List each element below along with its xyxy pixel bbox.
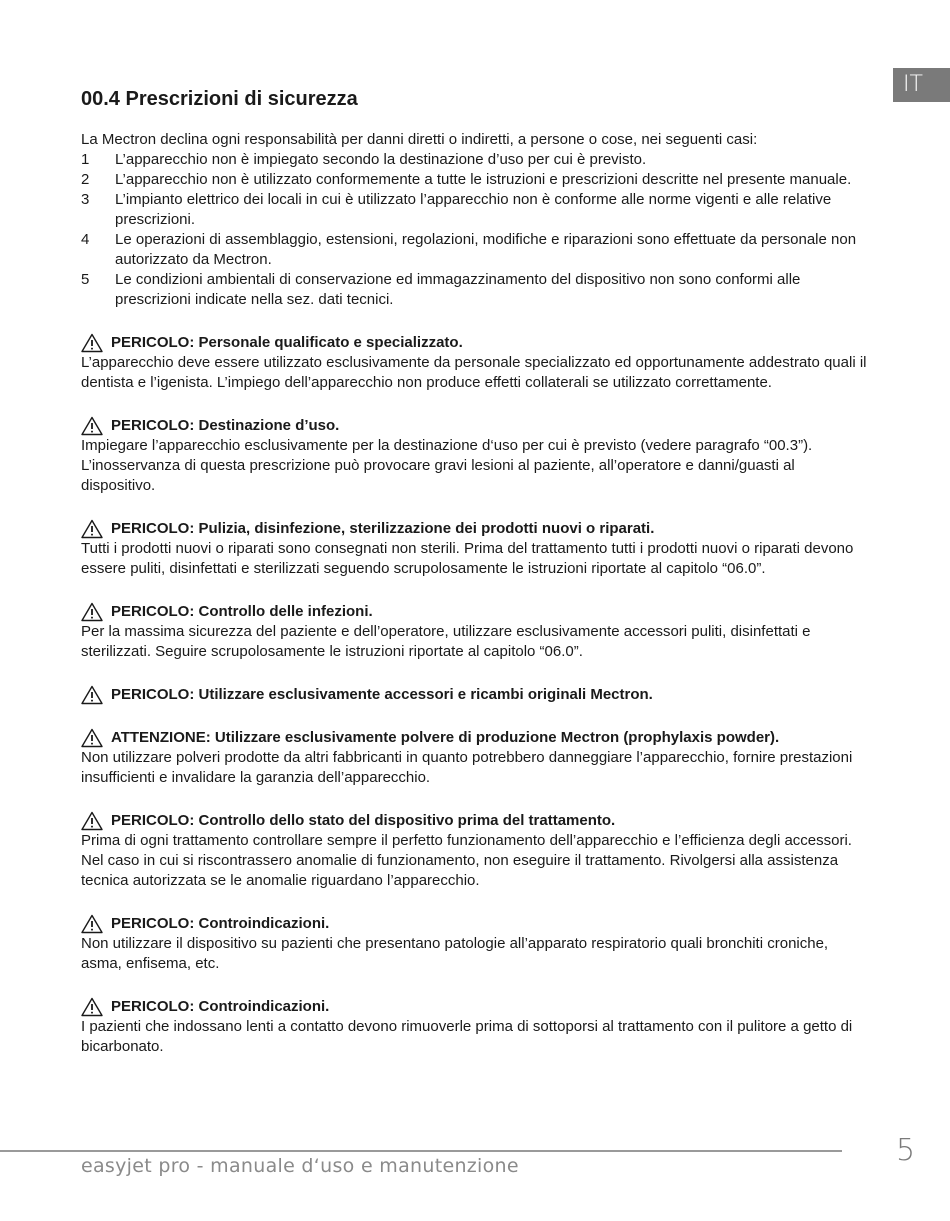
- cases-list: [81, 150, 871, 310]
- warning-triangle-icon: [81, 416, 103, 436]
- warning-title-row: [81, 997, 871, 1017]
- warning-block: [81, 416, 871, 496]
- warnings-list: [81, 333, 871, 1057]
- warning-title: PERICOLO: Controindicazioni.: [111, 915, 330, 932]
- warning-body: Tutti i prodotti nuovi o riparati sono consegnati non sterili. Prima del trattamento tutti i prodotti nuovi o riparati devono essere puliti, disinfettati e sterilizzati seguendo scrupolosamente le istruzioni riportate al capitolo “06.0”.: [81, 540, 854, 577]
- warning-body: Impiegare l’apparecchio esclusivamente per la destinazione d‘uso per cui è previsto (vedere paragrafo “00.3”). L’inosservanza di questa prescrizione può provocare gravi lesioni al paziente, all’operatore e danni/guasti al dispositivo.: [81, 437, 813, 494]
- case-item: [81, 230, 871, 270]
- warning-block: [81, 997, 871, 1057]
- case-text: L’apparecchio non è impiegato secondo la destinazione d’uso per cui è previsto.: [115, 151, 647, 168]
- warning-title: PERICOLO: Utilizzare esclusivamente accessori e ricambi originali Mectron.: [111, 686, 653, 703]
- footer-title: easyjet pro - manuale d‘uso e manutenzione: [81, 1155, 519, 1177]
- warning-triangle-icon: [81, 685, 103, 705]
- case-text: Le condizioni ambientali di conservazione ed immagazzinamento del dispositivo non sono conformi alle prescrizioni indicate nella sez. dati tecnici.: [115, 271, 801, 308]
- case-number: 2: [81, 171, 90, 188]
- warning-title-row: [81, 416, 871, 436]
- warning-body: Per la massima sicurezza del paziente e dell’operatore, utilizzare esclusivamente accessori puliti, disinfettati e sterilizzati. Seguire scrupolosamente le istruzioni riportate al capitolo “06.0”.: [81, 623, 811, 660]
- case-item: [81, 150, 871, 170]
- warning-title: PERICOLO: Controllo dello stato del dispositivo prima del trattamento.: [111, 812, 616, 829]
- warning-triangle-icon: [81, 519, 103, 539]
- warning-body: I pazienti che indossano lenti a contatto devono rimuoverle prima di sottoporsi al trattamento con il pulitore a getto di bicarbonato.: [81, 1018, 853, 1055]
- case-number: 4: [81, 231, 90, 248]
- language-tab: IT: [893, 68, 950, 102]
- warning-triangle-icon: [81, 602, 103, 622]
- warning-title: ATTENZIONE: Utilizzare esclusivamente polvere di produzione Mectron (prophylaxis powder).: [111, 729, 780, 746]
- section-intro: La Mectron declina ogni responsabilità per danni diretti o indiretti, a persone o cose, nei seguenti casi:: [81, 131, 758, 148]
- warning-title: PERICOLO: Destinazione d’uso.: [111, 417, 340, 434]
- case-text: L’impianto elettrico dei locali in cui è utilizzato l’apparecchio non è conforme alle norme vigenti e alle relative prescrizioni.: [115, 191, 832, 228]
- case-number: 3: [81, 191, 90, 208]
- warning-triangle-icon: [81, 811, 103, 831]
- warning-title: PERICOLO: Controindicazioni.: [111, 998, 330, 1015]
- warning-title-row: [81, 914, 871, 934]
- warning-body: L’apparecchio deve essere utilizzato esclusivamente da personale specializzato ed opportunamente addestrato quali il dentista e l’igenista. L’impiego dell’apparecchio non produce effetti collaterali se utilizzato correttamente.: [81, 354, 867, 391]
- case-text: L’apparecchio non è utilizzato conformemente a tutte le istruzioni e prescrizioni descritte nel presente manuale.: [115, 171, 852, 188]
- warning-title-row: [81, 519, 871, 539]
- section-title: 00.4 Prescrizioni di sicurezza: [81, 88, 358, 110]
- warning-title-row: [81, 685, 871, 705]
- warning-title-row: [81, 811, 871, 831]
- warning-title-row: [81, 602, 871, 622]
- warning-block: [81, 602, 871, 662]
- warning-block: [81, 728, 871, 788]
- warning-title: PERICOLO: Personale qualificato e specializzato.: [111, 334, 463, 351]
- warning-title: PERICOLO: Pulizia, disinfezione, sterilizzazione dei prodotti nuovi o riparati.: [111, 520, 655, 537]
- case-item: [81, 190, 871, 230]
- warning-triangle-icon: [81, 997, 103, 1017]
- warning-body: Prima di ogni trattamento controllare sempre il perfetto funzionamento dell’apparecchio e l’efficienza degli accessori. Nel caso in cui si riscontrassero anomalie di funzionamento, non eseguire il trattamento. Rivolgersi alla assistenza tecnica autorizzata se le anomalie riguardano l’apparecchio.: [81, 832, 852, 889]
- case-number: 5: [81, 271, 90, 288]
- warning-block: [81, 333, 871, 393]
- warning-triangle-icon: [81, 333, 103, 353]
- case-number: 1: [81, 151, 90, 168]
- warning-block: [81, 519, 871, 579]
- footer-divider: [0, 1150, 842, 1152]
- case-item: [81, 270, 871, 310]
- warning-block: [81, 685, 871, 705]
- warning-triangle-icon: [81, 728, 103, 748]
- warning-title-row: [81, 333, 871, 353]
- warning-title: PERICOLO: Controllo delle infezioni.: [111, 603, 373, 620]
- warning-title-row: [81, 728, 871, 748]
- warning-block: [81, 914, 871, 974]
- warning-body: Non utilizzare polveri prodotte da altri fabbricanti in quanto potrebbero danneggiare l’apparecchio, fornire prestazioni insufficienti e invalidare la garanzia dell’apparecchio.: [81, 749, 853, 786]
- page-number: 5: [896, 1133, 916, 1168]
- warning-body: Non utilizzare il dispositivo su pazienti che presentano patologie all’apparato respiratorio quali bronchiti croniche, asma, enfisema, etc.: [81, 935, 829, 972]
- warning-block: [81, 811, 871, 891]
- warning-triangle-icon: [81, 914, 103, 934]
- case-item: [81, 170, 871, 190]
- case-text: Le operazioni di assemblaggio, estensioni, regolazioni, modifiche e riparazioni sono effettuate da personale non autorizzato da Mectron.: [115, 231, 857, 268]
- page-content: [81, 86, 871, 1057]
